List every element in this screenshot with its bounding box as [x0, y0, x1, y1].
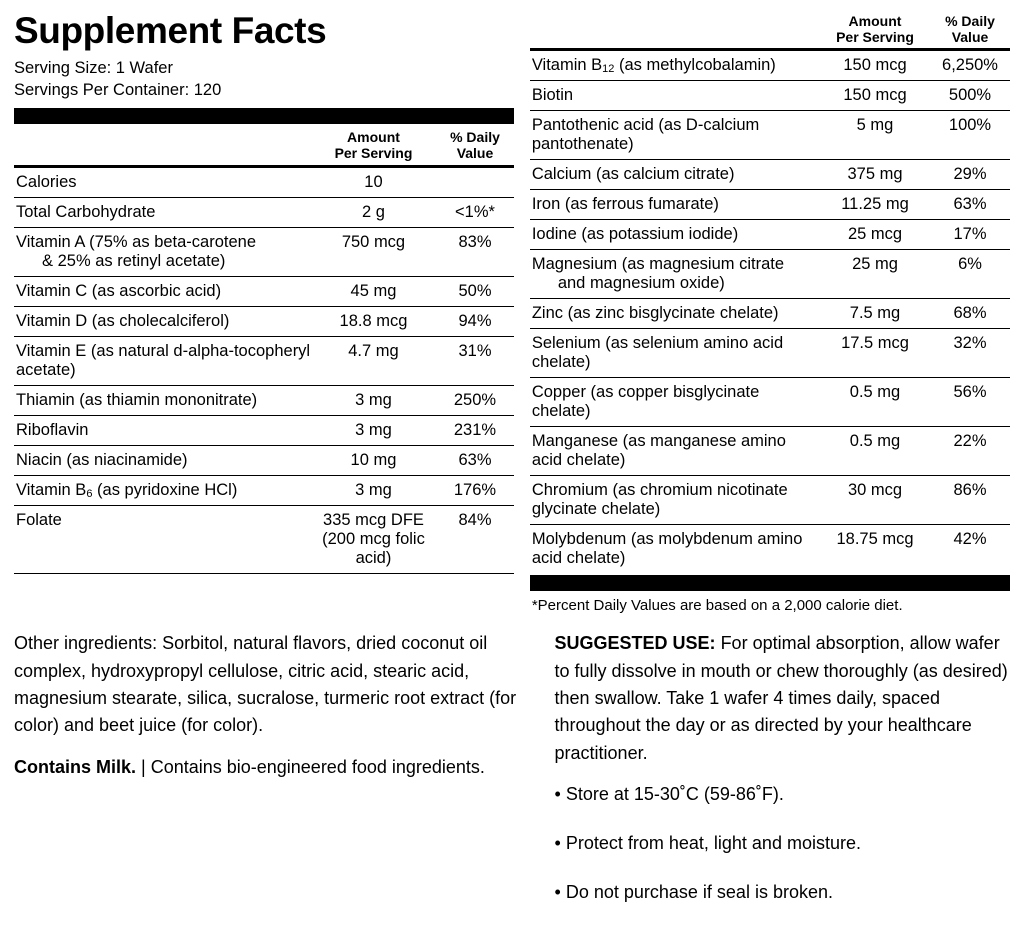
- facts-panel-right: [530, 8, 1010, 614]
- header-daily-value: [930, 8, 1010, 50]
- nutrient-name: Zinc (as zinc bisglycinate chelate): [530, 299, 820, 329]
- header-amount-line1: Amount: [848, 13, 902, 29]
- nutrient-dv: 84%: [436, 505, 514, 573]
- nutrient-name-subscript: 12: [602, 63, 615, 76]
- table-row: [530, 329, 1010, 378]
- nutrient-dv: 94%: [436, 306, 514, 336]
- nutrient-amount: 4.7 mg: [311, 336, 436, 385]
- nutrient-amount: 3 mg: [311, 415, 436, 445]
- nutrient-amount: 2 g: [311, 197, 436, 227]
- table-row: [530, 525, 1010, 574]
- nutrient-name: [530, 250, 820, 299]
- nutrient-name-line2: & 25% as retinyl acetate): [42, 251, 226, 270]
- header-amount-line2: Per Serving: [836, 29, 914, 46]
- nutrient-name: Manganese (as manganese amino acid chelate): [530, 427, 820, 476]
- table-row: [14, 445, 514, 475]
- list-item: • Do not purchase if seal is broken.: [554, 881, 833, 902]
- nutrient-amount: 18.8 mcg: [311, 306, 436, 336]
- nutrient-name-line1: Magnesium (as magnesium citrate: [531, 255, 785, 274]
- nutrient-dv: 29%: [930, 160, 1010, 190]
- table-row: [530, 50, 1010, 81]
- nutrient-name-pre: Vitamin B: [16, 480, 87, 499]
- servings-per-container: Servings Per Container: 120: [14, 81, 222, 100]
- nutrient-name: Selenium (as selenium amino acid chelate): [530, 329, 820, 378]
- nutrient-name: Calcium (as calcium citrate): [530, 160, 820, 190]
- serving-size: Serving Size: 1 Wafer: [14, 58, 173, 77]
- nutrition-table-left: [14, 124, 514, 573]
- nutrient-name: Vitamin D (as cholecalciferol): [14, 306, 311, 336]
- nutrient-name: Iron (as ferrous fumarate): [530, 190, 820, 220]
- nutrient-dv: 50%: [436, 276, 514, 306]
- contains-statement: [14, 754, 535, 781]
- nutrient-amount: 45 mg: [311, 276, 436, 306]
- table-row: [530, 81, 1010, 111]
- nutrient-dv: 86%: [930, 476, 1010, 525]
- header-amount: [820, 8, 930, 50]
- list-item: • Protect from heat, light and moisture.: [554, 832, 861, 853]
- nutrient-amount: 30 mcg: [820, 476, 930, 525]
- table-row: [530, 476, 1010, 525]
- table-row: [14, 336, 514, 385]
- nutrient-dv: 231%: [436, 415, 514, 445]
- table-row: [14, 475, 514, 505]
- nutrient-name: Vitamin C (as ascorbic acid): [14, 276, 311, 306]
- table-row: [14, 166, 514, 197]
- page-title: Supplement Facts: [14, 10, 327, 51]
- table-row: [14, 227, 514, 276]
- thick-rule-bottom: [530, 575, 1010, 591]
- list-item: • Store at 15-30˚C (59-86˚F).: [554, 783, 784, 804]
- nutrient-name: Pantothenic acid (as D-calcium pantothenate): [530, 111, 820, 160]
- contains-bioengineered: | Contains bio-engineered food ingredients.: [136, 756, 485, 777]
- suggested-use-heading: SUGGESTED USE:: [554, 633, 716, 654]
- table-header-row: [530, 8, 1010, 50]
- suggested-use-paragraph: [555, 630, 1010, 767]
- table-row: [14, 415, 514, 445]
- nutrient-amount: 150 mcg: [820, 50, 930, 81]
- nutrient-amount: 3 mg: [311, 385, 436, 415]
- nutrient-amount: 10 mg: [311, 445, 436, 475]
- nutrition-table-right: [530, 8, 1010, 573]
- nutrient-dv: 63%: [436, 445, 514, 475]
- bottom-sections: [0, 614, 1024, 928]
- table-header-row: [14, 124, 514, 166]
- header-blank: [530, 8, 820, 50]
- header-daily-value: [436, 124, 514, 166]
- contains-milk-bold: Contains Milk.: [14, 756, 137, 777]
- suggested-use-text: For optimal absorption, allow wafer to fully dissolve in mouth or chew thoroughly (as desired) then swallow. Take 1 wafer 4 times daily, spaced throughout the day or as directed by your healthcare practitioner.: [554, 633, 1008, 763]
- nutrient-name: Folate: [14, 505, 311, 573]
- nutrient-dv: 500%: [930, 81, 1010, 111]
- nutrient-name: Biotin: [530, 81, 820, 111]
- table-row: [530, 299, 1010, 329]
- nutrient-name: [14, 227, 311, 276]
- nutrient-amount: 11.25 mg: [820, 190, 930, 220]
- nutrient-amount: 18.75 mcg: [836, 530, 914, 549]
- nutrient-name: Molybdenum (as molybdenum amino acid chelate): [531, 530, 803, 568]
- nutrient-name-line2: and magnesium oxide): [557, 274, 725, 293]
- header-amount: [311, 124, 436, 166]
- nutrient-dv: 63%: [930, 190, 1010, 220]
- nutrient-amount-line2: (200 mcg folic acid): [322, 529, 425, 567]
- nutrient-dv: 100%: [930, 111, 1010, 160]
- header-dv-line2: Value: [456, 145, 494, 162]
- table-row: [530, 111, 1010, 160]
- nutrient-dv: 17%: [930, 220, 1010, 250]
- suggested-use-section: [555, 630, 1010, 928]
- nutrient-name: Thiamin (as thiamin mononitrate): [14, 385, 311, 415]
- nutrient-name: Riboflavin: [14, 415, 311, 445]
- nutrient-dv: 22%: [930, 427, 1010, 476]
- nutrient-amount: 25 mg: [820, 250, 930, 299]
- nutrient-dv: 83%: [436, 227, 514, 276]
- table-row: [14, 505, 514, 573]
- nutrient-amount: 3 mg: [311, 475, 436, 505]
- nutrient-name-post: (as pyridoxine HCl): [92, 480, 238, 499]
- header-dv-line1: % Daily: [450, 129, 500, 146]
- nutrient-amount: [311, 505, 436, 573]
- daily-value-footnote: *Percent Daily Values are based on a 2,000 calorie diet.: [531, 597, 903, 615]
- nutrient-amount: 5 mg: [820, 111, 930, 160]
- ingredients-section: [14, 630, 555, 781]
- nutrient-name: Total Carbohydrate: [14, 197, 311, 227]
- nutrient-name-subscript: 6: [86, 487, 93, 500]
- nutrient-amount: 7.5 mg: [820, 299, 930, 329]
- table-row: [14, 306, 514, 336]
- nutrient-amount: 10: [311, 166, 436, 197]
- nutrient-name: Calories: [14, 166, 311, 197]
- nutrient-dv: 6,250%: [930, 50, 1010, 81]
- nutrient-name: Iodine (as potassium iodide): [530, 220, 820, 250]
- nutrient-dv: 68%: [930, 299, 1010, 329]
- table-row: [530, 190, 1010, 220]
- nutrient-dv: 176%: [436, 475, 514, 505]
- table-row: [530, 378, 1010, 427]
- nutrient-name-line1: Vitamin A (75% as beta-carotene: [16, 232, 257, 251]
- nutrient-name: Copper (as copper bisglycinate chelate): [530, 378, 820, 427]
- nutrient-amount: 150 mcg: [820, 81, 930, 111]
- nutrient-name-post: (as methylcobalamin): [614, 56, 776, 75]
- table-row: [14, 276, 514, 306]
- header-dv-line2: Value: [951, 29, 989, 46]
- nutrient-dv: [436, 166, 514, 197]
- header-amount-line2: Per Serving: [334, 145, 413, 162]
- nutrient-name: Vitamin E (as natural d-alpha-tocopheryl acetate): [14, 336, 311, 385]
- nutrient-amount: 750 mcg: [311, 227, 436, 276]
- nutrient-dv: 32%: [930, 329, 1010, 378]
- nutrient-dv: 250%: [436, 385, 514, 415]
- nutrient-amount: 17.5 mcg: [820, 329, 930, 378]
- thick-rule-top: [14, 108, 514, 124]
- nutrient-dv: 56%: [930, 378, 1010, 427]
- nutrient-dv: <1%*: [436, 197, 514, 227]
- table-row: [530, 220, 1010, 250]
- table-row: [14, 385, 514, 415]
- table-row: [530, 250, 1010, 299]
- header-amount-line1: Amount: [347, 129, 400, 146]
- nutrient-amount: 0.5 mg: [820, 378, 930, 427]
- nutrient-amount: 375 mg: [820, 160, 930, 190]
- nutrient-name: Niacin (as niacinamide): [14, 445, 311, 475]
- table-row: [530, 427, 1010, 476]
- nutrient-dv: 31%: [436, 336, 514, 385]
- nutrient-amount: 25 mcg: [820, 220, 930, 250]
- nutrient-name: [530, 50, 820, 81]
- header-dv-line1: % Daily: [945, 13, 995, 29]
- nutrient-dv: 42%: [953, 530, 987, 549]
- other-ingredients-text: Other ingredients: Sorbitol, natural flavors, dried coconut oil complex, hydroxypropyl cellulose, citric acid, stearic acid, magnesium stearate, silica, sucralose, turmeric root extract (for color) and beet juice (for color).: [14, 633, 517, 736]
- nutrient-dv: 6%: [930, 250, 1010, 299]
- nutrient-name-pre: Vitamin B: [531, 56, 603, 75]
- header-blank: [14, 124, 311, 166]
- table-row: [530, 160, 1010, 190]
- nutrient-amount-line1: 335 mcg DFE: [323, 510, 424, 529]
- nutrient-name: Chromium (as chromium nicotinate glycinate chelate): [530, 476, 820, 525]
- facts-panel-left: [14, 8, 514, 574]
- table-row: [14, 197, 514, 227]
- nutrient-name: [14, 475, 311, 505]
- nutrient-amount: 0.5 mg: [820, 427, 930, 476]
